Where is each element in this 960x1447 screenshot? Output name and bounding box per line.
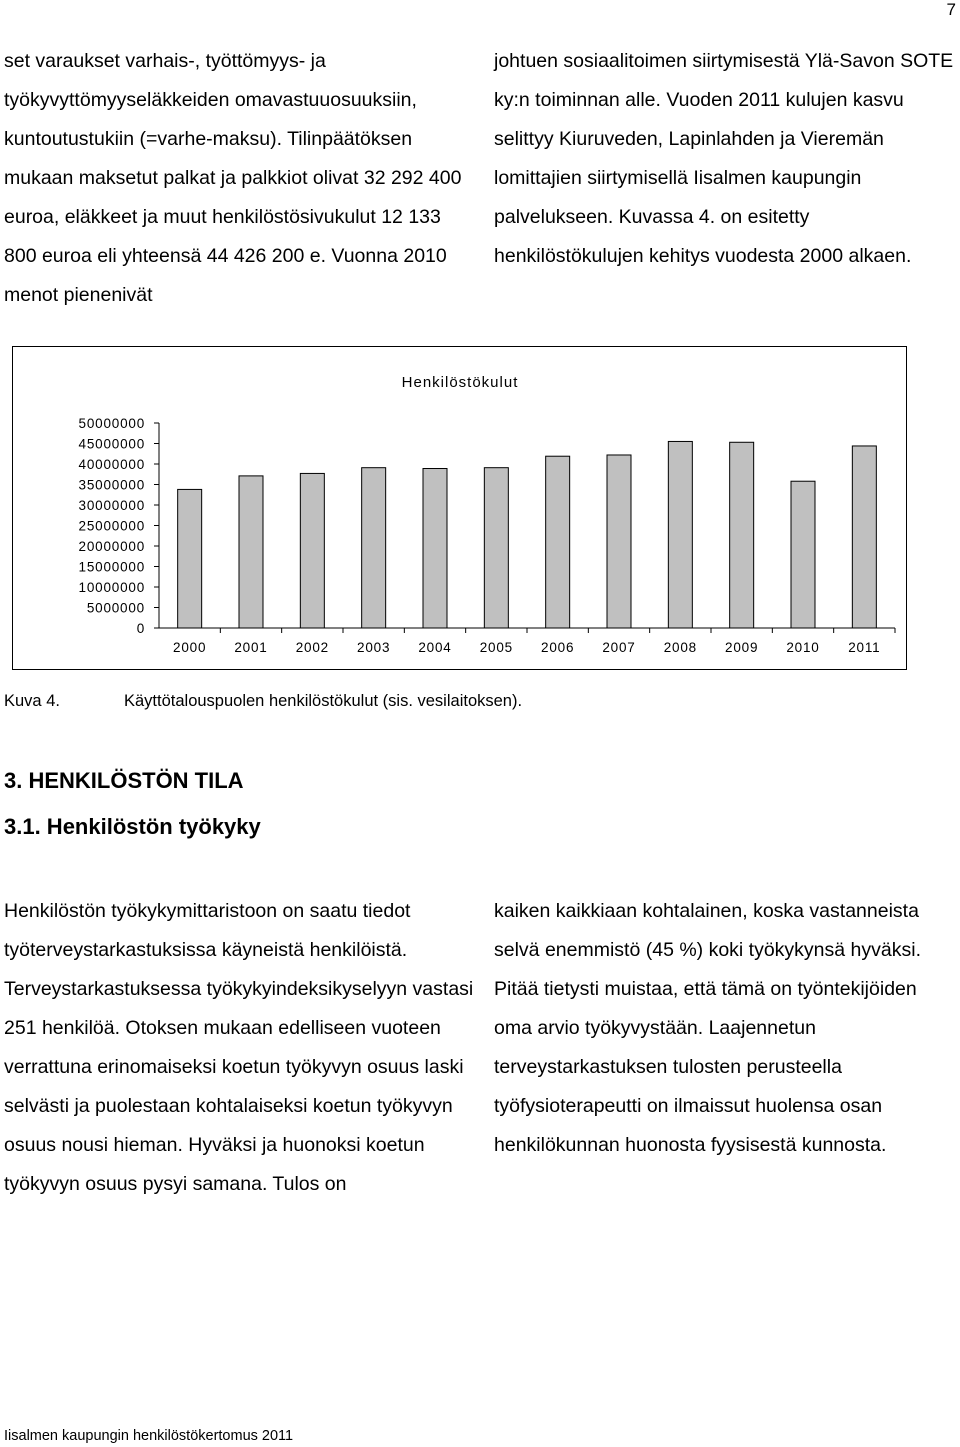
bar-2011 [852,446,876,628]
y-tick-label: 20000000 [78,539,145,554]
bar-2007 [607,455,631,628]
bar-2006 [546,456,570,628]
chart-bars [178,441,877,628]
bar-2004 [423,469,447,628]
y-tick-label: 5000000 [86,600,145,616]
y-tick-label: 15000000 [78,559,145,575]
body-left-paragraph: Henkilöstön työkykymittaristoon on saatu tiedot työterveystarkastuksissa käyneistä henkilöistä. Terveystarkastuksessa työkykyindeksikyselyyn vastasi 251 henkilöä. Otoksen mukaan edelliseen vuoteen verrattuna erinomaiseksi koetun työkyvyn osuus laski selvästi ja puolestaan kohtalaiseksi koetun työkyvyn osuus nousi hieman. Hyväksi ja huonoksi koetun työkyvyn osuus pysyi samana. Tulos on [4,900,474,1195]
page-number: 7 [946,0,956,19]
x-tick-label: 2002 [295,640,329,655]
chart-svg [13,347,906,669]
intro-right-column [494,42,956,276]
bar-2010 [791,481,815,628]
x-tick-label: 2000 [173,640,207,655]
y-tick-label: 30000000 [78,498,145,513]
intro-left-column [4,42,474,315]
x-axis-ticks [173,628,895,655]
y-tick-label: 40000000 [78,457,145,472]
x-tick-label: 2011 [848,640,881,655]
body-right-paragraph: kaiken kaikkiaan kohtalainen, koska vastanneista selvä enemmistö (45 %) koki työkykynsä hyväksi. Pitää tietysti muistaa, että tämä on työntekijöiden oma arvio työkyvystään. Laajennetun terveystarkastuksen tulosten perusteella työfysioterapeutti on ilmaissut huolensa osan henkilökunnan huonosta fyysisestä kunnosta. [494,900,921,1156]
y-tick-label: 0 [136,621,145,636]
y-tick-label: 50000000 [78,416,145,431]
intro-right-paragraph: johtuen sosiaalitoimen siirtymisestä Ylä-Savon SOTE ky:n toiminnan alle. Vuoden 2011 kulujen kasvu selittyy Kiuruveden, Lapinlahden ja Vieremän lomittajien siirtymisellä Iisalmen kaupungin palvelukseen. Kuvassa 4. on esitetty henkilöstökulujen kehitys vuodesta 2000 alkaen. [494,50,954,267]
y-axis-ticks [79,416,159,636]
bar-2003 [362,468,386,628]
body-left-column [4,892,474,1204]
x-tick-label: 2004 [418,640,452,655]
bar-2001 [239,476,263,628]
chart-axes [159,423,895,628]
y-tick-label: 35000000 [78,477,145,493]
x-tick-label: 2007 [602,640,636,655]
x-tick-label: 2005 [479,640,513,655]
y-tick-label: 45000000 [78,436,145,452]
x-tick-label: 2008 [663,640,697,655]
x-tick-label: 2006 [541,640,575,655]
bar-2008 [668,441,692,628]
figure-caption-text: Käyttötalouspuolen henkilöstökulut (sis. vesilaitoksen). [124,692,523,710]
x-tick-label: 2001 [234,640,268,655]
intro-left-paragraph: set varaukset varhais-, työttömyys- ja työkyvyttömyyseläkkeiden omavastuuosuuksiin, kuntoutustukiin (=varhe-maksu). Tilinpäätöksen mukaan maksetut palkat ja palkkiot olivat 32 292 400 euroa, eläkkeet ja muut henkilöstösivukulut 12 133 800 euroa eli yhteensä 44 426 200 e. Vuonna 2010 menot pienenivät [4,50,462,306]
bar-2009 [730,442,754,628]
y-tick-label: 25000000 [78,518,145,534]
bar-2000 [178,489,202,628]
bar-2005 [484,468,508,628]
page-footer: Iisalmen kaupungin henkilöstökertomus 2011 [4,1428,294,1444]
figure-caption-label: Kuva 4. [4,692,60,710]
bar-2002 [300,473,324,628]
body-right-column [494,892,956,1165]
x-tick-label: 2009 [725,640,759,655]
section-heading: 3. HENKILÖSTÖN TILA [4,768,244,793]
x-tick-label: 2003 [357,640,391,655]
subsection-heading: 3.1. Henkilöstön työkyky [4,814,261,839]
chart-title: Henkilöstökulut [401,374,519,391]
y-tick-label: 10000000 [78,580,145,595]
personnel-costs-chart [12,346,907,670]
x-tick-label: 2010 [786,640,820,655]
